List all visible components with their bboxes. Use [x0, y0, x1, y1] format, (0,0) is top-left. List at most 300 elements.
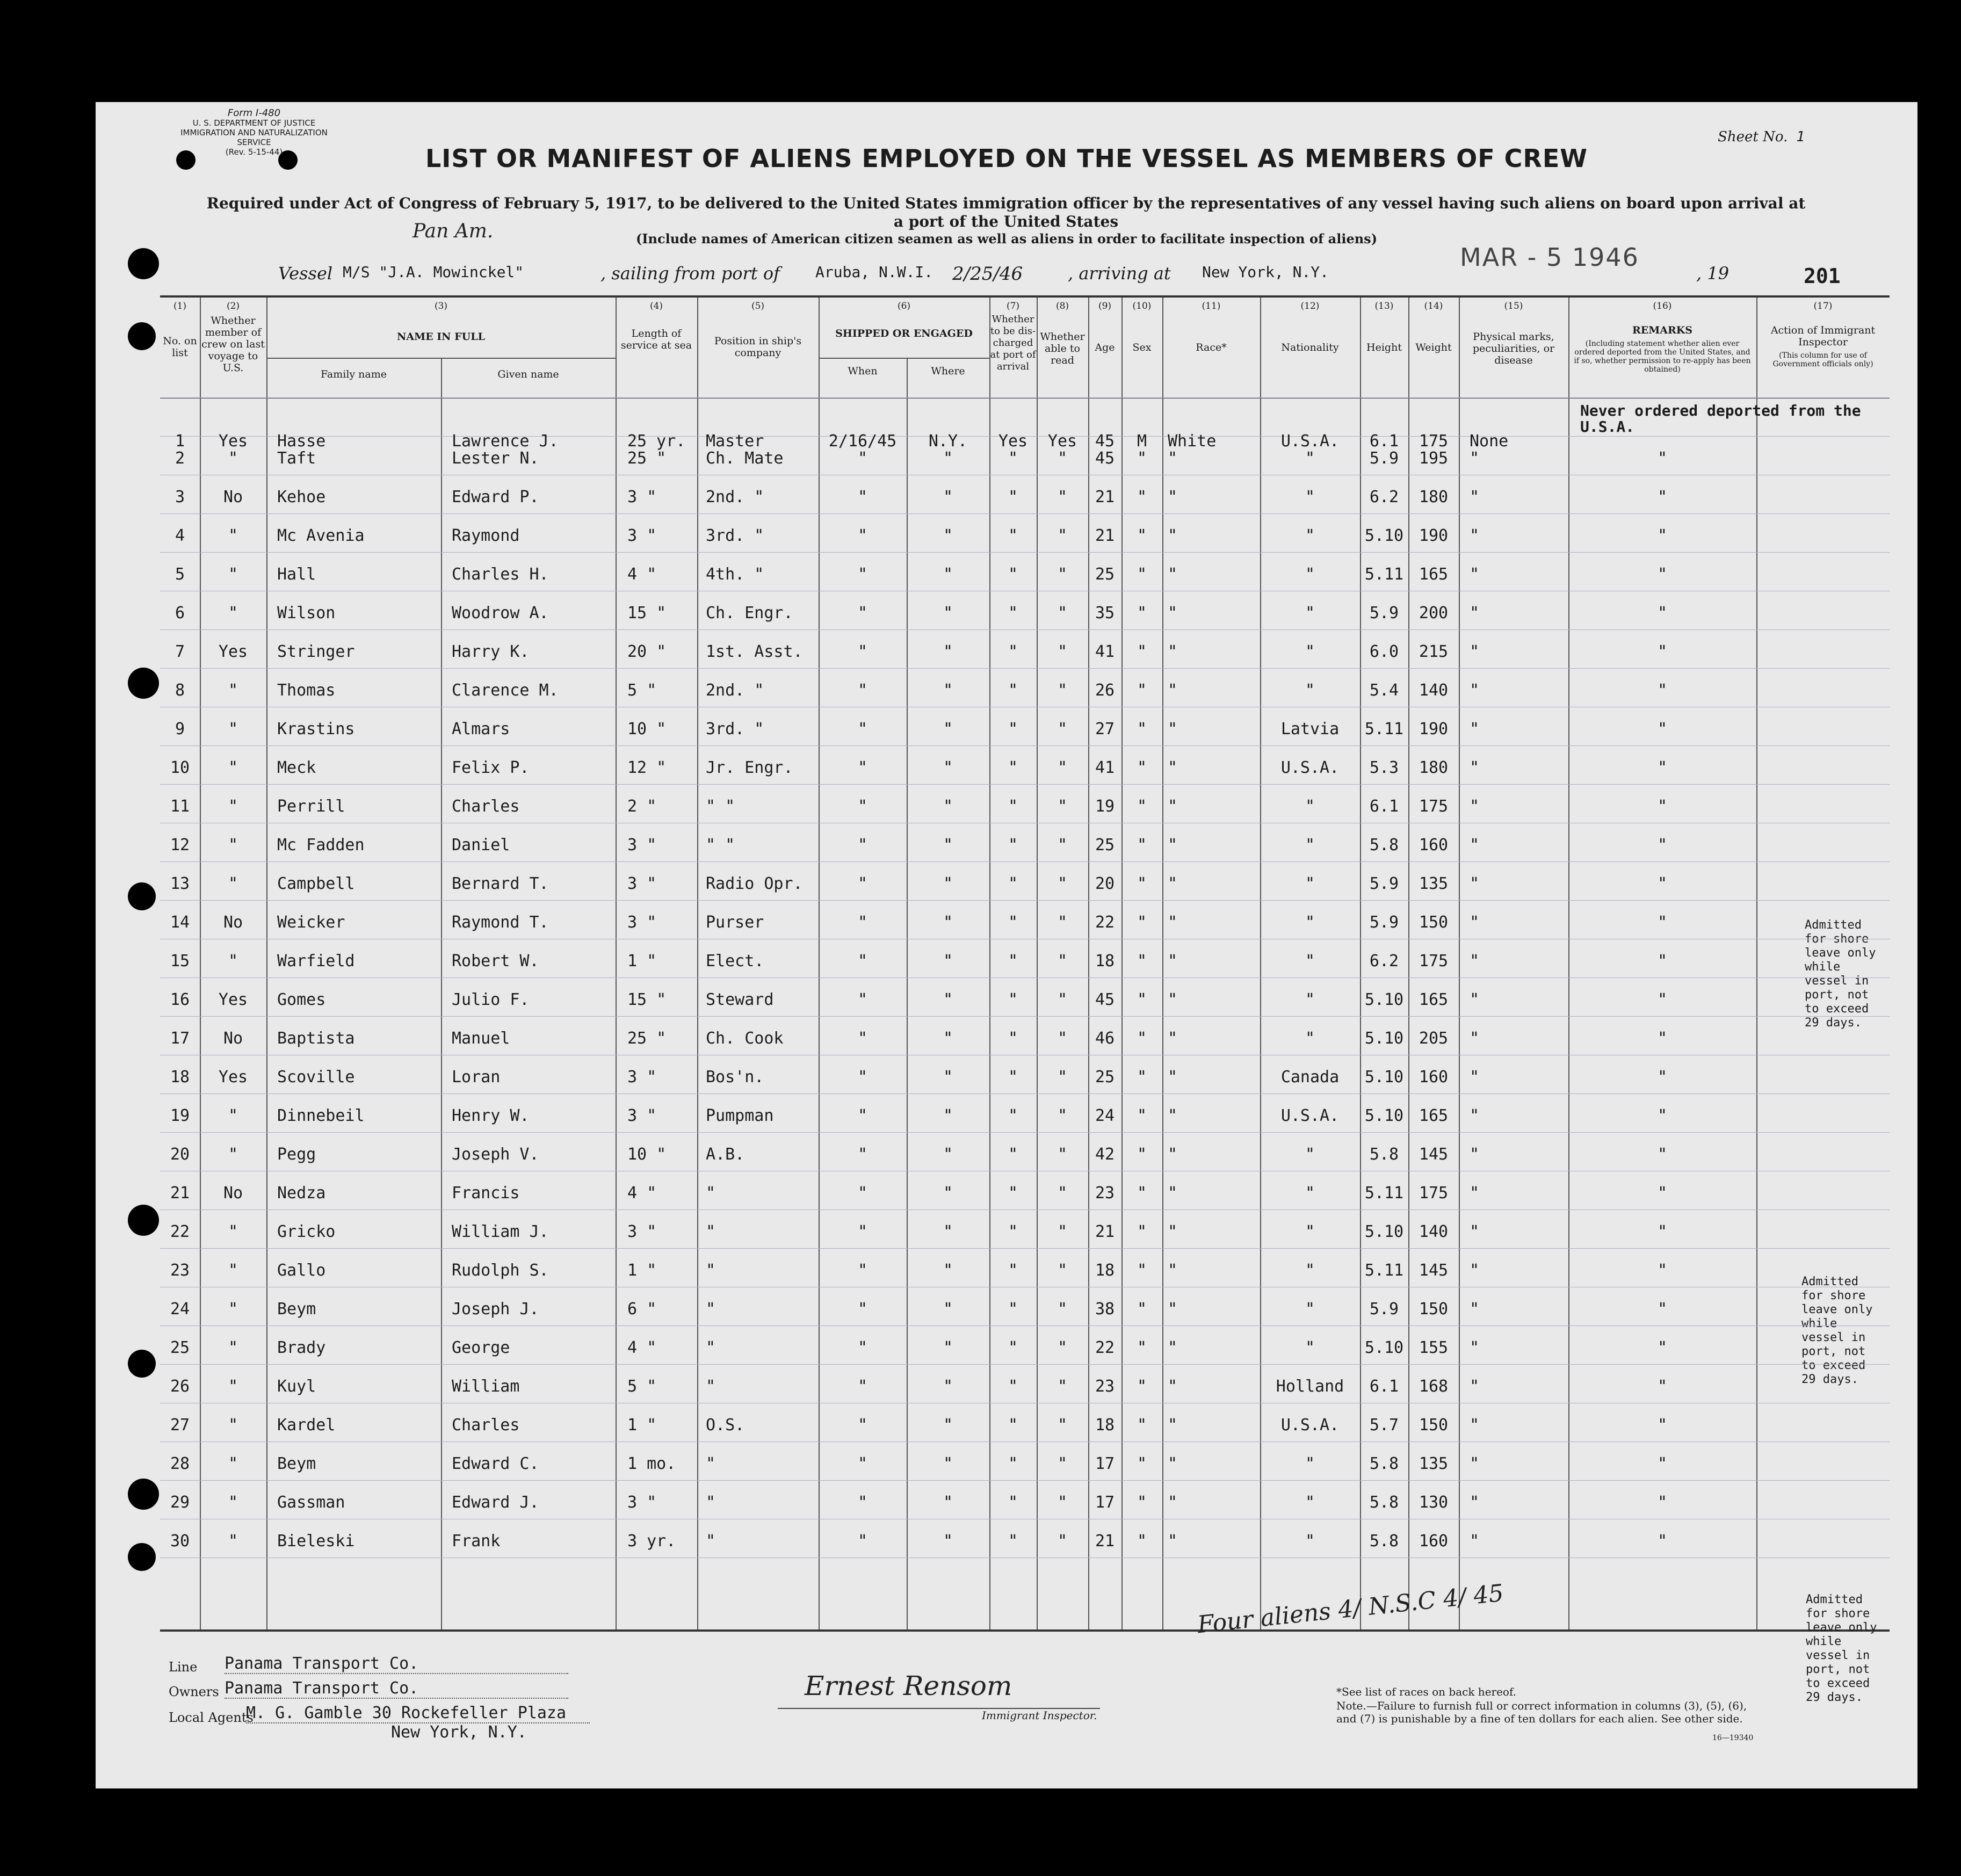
- cell-phys: ": [1470, 1338, 1480, 1357]
- cell-length: 3 ": [627, 1493, 657, 1512]
- cell-position: ": [706, 1454, 716, 1473]
- cell-race: ": [1168, 1106, 1178, 1125]
- cell-nat: ": [1305, 952, 1315, 970]
- col-number: (2): [226, 301, 240, 312]
- cell-phys: ": [1470, 681, 1480, 700]
- header-race: Race*: [1196, 342, 1227, 353]
- cell-weight: 155: [1419, 1338, 1449, 1357]
- cell-disch: ": [1008, 1454, 1018, 1473]
- cell-when: ": [857, 797, 868, 816]
- cell-position: ": [706, 1338, 716, 1357]
- punch-hole: [128, 1543, 156, 1571]
- cell-disch: ": [1008, 526, 1018, 545]
- cell-race: ": [1168, 1300, 1178, 1319]
- cell-given: Lawrence J.: [452, 432, 559, 451]
- cell-phys: ": [1470, 488, 1480, 506]
- cell-age: 18: [1095, 1416, 1115, 1435]
- cell-last: Yes: [218, 642, 248, 661]
- owners-label: Owners: [169, 1684, 219, 1699]
- column-line: [266, 298, 267, 1629]
- cell-age: 18: [1095, 952, 1115, 970]
- vessel-label: Vessel: [278, 263, 333, 284]
- cell-read: ": [1057, 681, 1068, 700]
- header-sex: Sex: [1132, 342, 1152, 353]
- cell-disch: ": [1008, 1106, 1018, 1125]
- sheet-number: Sheet No. 1: [1718, 129, 1805, 145]
- cell-position: Bos'n.: [706, 1068, 764, 1087]
- cell-when: ": [857, 1493, 868, 1512]
- cell-height: 6.1: [1369, 1377, 1399, 1396]
- cell-last: Yes: [218, 1068, 248, 1087]
- cell-race: ": [1168, 874, 1178, 893]
- cell-race: ": [1168, 1222, 1178, 1241]
- cell-phys: ": [1470, 1493, 1480, 1512]
- cell-height: 5.4: [1369, 681, 1399, 700]
- cell-phys: ": [1470, 604, 1480, 622]
- cell-disch: ": [1008, 1416, 1018, 1435]
- cell-sex: ": [1137, 1145, 1147, 1164]
- cell-read: ": [1057, 1338, 1068, 1357]
- cell-last: Yes: [218, 990, 248, 1009]
- cell-position: 2nd. ": [706, 488, 764, 506]
- cell-phys: ": [1470, 913, 1480, 932]
- cell-given: Julio F.: [452, 990, 530, 1009]
- cell-last: ": [228, 1145, 238, 1164]
- cell-given: Clarence M.: [452, 681, 559, 700]
- col-number: (10): [1132, 301, 1152, 312]
- header-height: Height: [1366, 342, 1402, 353]
- cell-where: ": [943, 449, 953, 468]
- cell-no: 3: [175, 488, 185, 506]
- cell-disch: ": [1008, 913, 1018, 932]
- cell-last: ": [228, 526, 238, 545]
- col-number: (13): [1374, 301, 1394, 312]
- cell-nat: U.S.A.: [1280, 1106, 1340, 1125]
- cell-remark: ": [1657, 565, 1668, 584]
- cell-family: Gallo: [277, 1261, 326, 1280]
- cell-no: 6: [175, 604, 185, 622]
- cell-where: ": [943, 1532, 953, 1551]
- cell-length: 15 ": [627, 604, 667, 622]
- cell-phys: ": [1470, 1454, 1480, 1473]
- cell-position: Steward: [706, 990, 774, 1009]
- cell-sex: ": [1137, 1106, 1147, 1125]
- cell-weight: 168: [1419, 1377, 1449, 1396]
- cell-age: 25: [1095, 1068, 1115, 1087]
- cell-race: ": [1168, 1145, 1178, 1164]
- cell-where: ": [943, 604, 953, 622]
- cell-sex: ": [1137, 720, 1147, 738]
- cell-height: 6.2: [1369, 488, 1399, 506]
- cell-given: Rudolph S.: [452, 1261, 549, 1280]
- cell-last: ": [228, 797, 238, 816]
- cell-position: Purser: [706, 913, 764, 932]
- cell-remark: ": [1657, 758, 1668, 777]
- cell-nat: ": [1305, 1261, 1315, 1280]
- cell-read: ": [1057, 1068, 1068, 1087]
- cell-disch: ": [1008, 604, 1018, 622]
- cell-phys: ": [1470, 642, 1480, 661]
- cell-position: ": [706, 1532, 716, 1551]
- cell-phys: ": [1470, 1261, 1480, 1280]
- cell-family: Dinnebeil: [277, 1106, 365, 1125]
- cell-nat: ": [1305, 449, 1315, 468]
- cell-disch: ": [1008, 642, 1018, 661]
- cell-no: 5: [175, 565, 185, 584]
- cell-sex: ": [1137, 604, 1147, 622]
- cell-nat: ": [1305, 1338, 1315, 1357]
- header-last-voyage: Whether member of crew on last voyage to U.S.: [201, 315, 265, 374]
- cell-length: 1 ": [627, 1416, 657, 1435]
- cell-disch: ": [1008, 1184, 1018, 1203]
- header-weight: Weight: [1415, 342, 1452, 353]
- cell-remark: ": [1657, 1222, 1668, 1241]
- cell-weight: 215: [1419, 642, 1449, 661]
- column-line: [1162, 298, 1163, 1629]
- cell-position: Pumpman: [706, 1106, 774, 1125]
- cell-read: ": [1057, 488, 1068, 506]
- cell-length: 3 ": [627, 1106, 657, 1125]
- cell-sex: ": [1137, 1222, 1147, 1241]
- cell-when: ": [857, 913, 868, 932]
- cell-family: Perrill: [277, 797, 345, 816]
- cell-age: 35: [1095, 604, 1115, 622]
- departure-date: 2/25/46: [952, 263, 1023, 285]
- cell-race: ": [1168, 565, 1178, 584]
- cell-sex: ": [1137, 1068, 1147, 1087]
- cell-weight: 190: [1419, 720, 1449, 738]
- col-number: (4): [649, 301, 663, 312]
- cell-no: 8: [175, 681, 185, 700]
- cell-given: Bernard T.: [452, 874, 549, 893]
- cell-nat: ": [1305, 1300, 1315, 1319]
- cell-when: ": [857, 681, 868, 700]
- cell-race: ": [1168, 758, 1178, 777]
- cell-height: 6.0: [1369, 642, 1399, 661]
- cell-read: ": [1057, 990, 1068, 1009]
- cell-last: No: [223, 913, 243, 932]
- header-remarks: REMARKS: [1632, 324, 1693, 336]
- arriving-label: , arriving at: [1068, 263, 1171, 284]
- cell-no: 20: [170, 1145, 190, 1164]
- cell-no: 9: [175, 720, 185, 738]
- cell-age: 17: [1095, 1493, 1115, 1512]
- cell-disch: ": [1008, 1493, 1018, 1512]
- cell-where: ": [943, 526, 953, 545]
- cell-family: Stringer: [277, 642, 355, 661]
- cell-last: ": [228, 952, 238, 970]
- col-number: (12): [1300, 301, 1320, 312]
- cell-family: Bieleski: [277, 1532, 355, 1551]
- cell-no: 18: [170, 1068, 190, 1087]
- cell-remark: ": [1657, 990, 1668, 1009]
- cell-height: 6.2: [1369, 952, 1399, 970]
- cell-age: 19: [1095, 797, 1115, 816]
- row-rule: [160, 1132, 1890, 1133]
- cell-nat: U.S.A.: [1280, 758, 1340, 777]
- cell-phys: ": [1470, 1532, 1480, 1551]
- cell-sex: ": [1137, 1338, 1147, 1357]
- cell-length: 3 ": [627, 874, 657, 893]
- cell-age: 20: [1095, 874, 1115, 893]
- cell-when: ": [857, 488, 868, 506]
- cell-height: 5.9: [1369, 874, 1399, 893]
- cell-disch: ": [1008, 836, 1018, 854]
- cell-phys: ": [1470, 836, 1480, 854]
- cell-given: Edward C.: [452, 1454, 539, 1473]
- column-line: [1459, 298, 1460, 1629]
- cell-when: ": [857, 604, 868, 622]
- cell-weight: 175: [1419, 1184, 1449, 1203]
- cell-last: No: [223, 1029, 243, 1048]
- cell-disch: ": [1008, 990, 1018, 1009]
- cell-where: N.Y.: [928, 432, 968, 451]
- cell-disch: ": [1008, 449, 1018, 468]
- cell-weight: 180: [1419, 488, 1449, 506]
- row-rule: [160, 513, 1890, 514]
- cell-when: ": [857, 1300, 868, 1319]
- cell-phys: ": [1470, 526, 1480, 545]
- cell-race: ": [1168, 488, 1178, 506]
- row-rule: [160, 784, 1890, 785]
- cell-when: ": [857, 1261, 868, 1280]
- cell-sex: ": [1137, 758, 1147, 777]
- cell-family: Kardel: [277, 1416, 336, 1435]
- cell-no: 2: [175, 449, 185, 468]
- punch-hole: [128, 882, 156, 910]
- cell-height: 5.3: [1369, 758, 1399, 777]
- cell-family: Gassman: [277, 1493, 345, 1512]
- header-given-name: Given name: [497, 368, 559, 380]
- cell-given: Almars: [452, 720, 510, 738]
- cell-disch: ": [1008, 758, 1018, 777]
- cell-race: ": [1168, 526, 1178, 545]
- cell-race: ": [1168, 1377, 1178, 1396]
- cell-given: Raymond T.: [452, 913, 549, 932]
- cell-family: Hasse: [277, 432, 326, 451]
- print-code: 16—19340: [1712, 1734, 1754, 1742]
- cell-read: ": [1057, 1106, 1068, 1125]
- cell-race: ": [1168, 836, 1178, 854]
- cell-when: ": [857, 1145, 868, 1164]
- remark-never-deported: Never ordered deported from the U.S.A.: [1580, 402, 1861, 436]
- cell-remark: ": [1657, 449, 1668, 468]
- cell-family: Brady: [277, 1338, 326, 1357]
- cell-when: ": [857, 720, 868, 738]
- cell-family: Hall: [277, 565, 316, 584]
- cell-phys: ": [1470, 952, 1480, 970]
- line-label: Line: [169, 1660, 198, 1675]
- cell-phys: ": [1470, 1416, 1480, 1435]
- cell-given: Manuel: [452, 1029, 510, 1048]
- cell-age: 21: [1095, 488, 1115, 506]
- cell-last: ": [228, 1454, 238, 1473]
- cell-phys: ": [1470, 1106, 1480, 1125]
- port-from: Aruba, N.W.I.: [815, 263, 934, 281]
- cell-height: 5.8: [1369, 1454, 1399, 1473]
- cell-remark: ": [1657, 952, 1668, 970]
- cell-height: 5.9: [1369, 1300, 1399, 1319]
- cell-weight: 145: [1419, 1261, 1449, 1280]
- cell-nat: ": [1305, 1029, 1315, 1048]
- cell-where: ": [943, 1454, 953, 1473]
- cell-length: 4 ": [627, 1338, 657, 1357]
- cell-sex: ": [1137, 449, 1147, 468]
- cell-no: 17: [170, 1029, 190, 1048]
- cell-where: ": [943, 913, 953, 932]
- cell-length: 12 ": [627, 758, 667, 777]
- column-line: [697, 298, 698, 1629]
- cell-no: 16: [170, 990, 190, 1009]
- cell-last: No: [223, 1184, 243, 1203]
- include-note: (Include names of American citizen seamen as well as aliens in order to facilitate inspection of aliens): [635, 231, 1378, 247]
- cell-family: Beym: [277, 1454, 316, 1473]
- col-number: (5): [751, 301, 765, 312]
- cell-weight: 175: [1419, 952, 1449, 970]
- cell-nat: U.S.A.: [1280, 1416, 1340, 1435]
- cell-nat: ": [1305, 913, 1315, 932]
- cell-position: ": [706, 1300, 716, 1319]
- cell-position: " ": [706, 797, 735, 816]
- cell-position: ": [706, 1184, 716, 1203]
- cell-sex: ": [1137, 990, 1147, 1009]
- cell-last: ": [228, 1106, 238, 1125]
- cell-height: 5.10: [1364, 1029, 1404, 1048]
- cell-given: Charles: [452, 1416, 520, 1435]
- cell-disch: Yes: [998, 432, 1028, 451]
- cell-last: ": [228, 758, 238, 777]
- cell-age: 27: [1095, 720, 1115, 738]
- cell-when: 2/16/45: [828, 432, 897, 451]
- cell-sex: ": [1137, 1261, 1147, 1280]
- cell-length: 10 ": [627, 720, 667, 738]
- cell-weight: 140: [1419, 681, 1449, 700]
- cell-last: ": [228, 1222, 238, 1241]
- handwritten-annotation: Pan Am.: [413, 220, 494, 242]
- cell-weight: 145: [1419, 1145, 1449, 1164]
- cell-given: Joseph J.: [452, 1300, 539, 1319]
- cell-sex: ": [1137, 642, 1147, 661]
- cell-race: ": [1168, 642, 1178, 661]
- cell-age: 21: [1095, 526, 1115, 545]
- cell-last: ": [228, 836, 238, 854]
- cell-disch: ": [1008, 1222, 1018, 1241]
- cell-remark: ": [1657, 1068, 1668, 1087]
- cell-read: ": [1057, 952, 1068, 970]
- cell-sex: ": [1137, 797, 1147, 816]
- cell-length: 6 ": [627, 1300, 657, 1319]
- cell-sex: ": [1137, 681, 1147, 700]
- cell-position: ": [706, 1493, 716, 1512]
- col-number: (1): [173, 301, 187, 312]
- cell-when: ": [857, 1454, 868, 1473]
- cell-where: ": [943, 1145, 953, 1164]
- cell-age: 45: [1095, 449, 1115, 468]
- col-number: (8): [1055, 301, 1069, 312]
- cell-read: ": [1057, 1532, 1068, 1551]
- header-remarks-sub: (Including statement whether alien ever ordered deported from the United States, and if so, whether permission to re-apply has been obtained): [1574, 339, 1751, 374]
- cell-sex: M: [1137, 432, 1147, 451]
- cell-nat: ": [1305, 565, 1315, 584]
- cell-when: ": [857, 1416, 868, 1435]
- date-stamp: MAR - 5 1946: [1460, 243, 1639, 272]
- cell-weight: 190: [1419, 526, 1449, 545]
- cell-no: 7: [175, 642, 185, 661]
- cell-when: ": [857, 642, 868, 661]
- cell-given: Felix P.: [452, 758, 530, 777]
- cell-phys: ": [1470, 720, 1480, 738]
- cell-last: ": [228, 720, 238, 738]
- cell-length: 2 ": [627, 797, 657, 816]
- cell-nat: ": [1305, 874, 1315, 893]
- races-note: *See list of races on back hereof.: [1336, 1685, 1517, 1698]
- cell-age: 22: [1095, 913, 1115, 932]
- cell-race: ": [1168, 1261, 1178, 1280]
- cell-weight: 165: [1419, 1106, 1449, 1125]
- header-when: When: [848, 365, 878, 377]
- column-line: [1756, 298, 1757, 1629]
- cell-where: ": [943, 1338, 953, 1357]
- punch-hole: [128, 322, 156, 350]
- cell-nat: U.S.A.: [1280, 432, 1340, 451]
- cell-age: 21: [1095, 1222, 1115, 1241]
- cell-length: 25 yr.: [627, 432, 686, 451]
- cell-where: ": [943, 990, 953, 1009]
- cell-weight: 165: [1419, 565, 1449, 584]
- cell-family: Taft: [277, 449, 316, 468]
- year-label: , 19: [1696, 263, 1730, 284]
- cell-weight: 160: [1419, 1068, 1449, 1087]
- agents-label: Local Agents: [169, 1710, 254, 1725]
- cell-height: 5.11: [1364, 1184, 1404, 1203]
- cell-when: ": [857, 952, 868, 970]
- cell-last: ": [228, 1377, 238, 1396]
- row-rule: [160, 1364, 1890, 1365]
- cell-when: ": [857, 1338, 868, 1357]
- header-able-read: Whether able to read: [1040, 331, 1085, 366]
- cell-weight: 180: [1419, 758, 1449, 777]
- cell-where: ": [943, 488, 953, 506]
- cell-given: George: [452, 1338, 510, 1357]
- cell-length: 1 ": [627, 952, 657, 970]
- cell-length: 4 ": [627, 565, 657, 584]
- cell-sex: ": [1137, 526, 1147, 545]
- cell-disch: ": [1008, 1338, 1018, 1357]
- cell-length: 3 ": [627, 1068, 657, 1087]
- cell-length: 1 mo.: [627, 1454, 676, 1473]
- cell-given: Henry W.: [452, 1106, 530, 1125]
- cell-when: ": [857, 449, 868, 468]
- cell-disch: ": [1008, 952, 1018, 970]
- header-position: Position in ship's company: [714, 335, 802, 359]
- cell-when: ": [857, 1377, 868, 1396]
- cell-remark: ": [1657, 1106, 1668, 1125]
- col-number: (11): [1202, 301, 1221, 312]
- cell-when: ": [857, 990, 868, 1009]
- cell-remark: ": [1657, 526, 1668, 545]
- cell-family: Scoville: [277, 1068, 355, 1087]
- cell-position: Elect.: [706, 952, 764, 970]
- header-physical: Physical marks, peculiarities, or disease: [1472, 331, 1555, 366]
- cell-height: 5.11: [1364, 1261, 1404, 1280]
- cell-nat: ": [1305, 797, 1315, 816]
- agents-city: New York, N.Y.: [391, 1723, 527, 1742]
- cell-sex: ": [1137, 1184, 1147, 1203]
- cell-length: 4 ": [627, 1184, 657, 1203]
- cell-height: 5.11: [1364, 720, 1404, 738]
- cell-phys: ": [1470, 449, 1480, 468]
- cell-family: Krastins: [277, 720, 355, 738]
